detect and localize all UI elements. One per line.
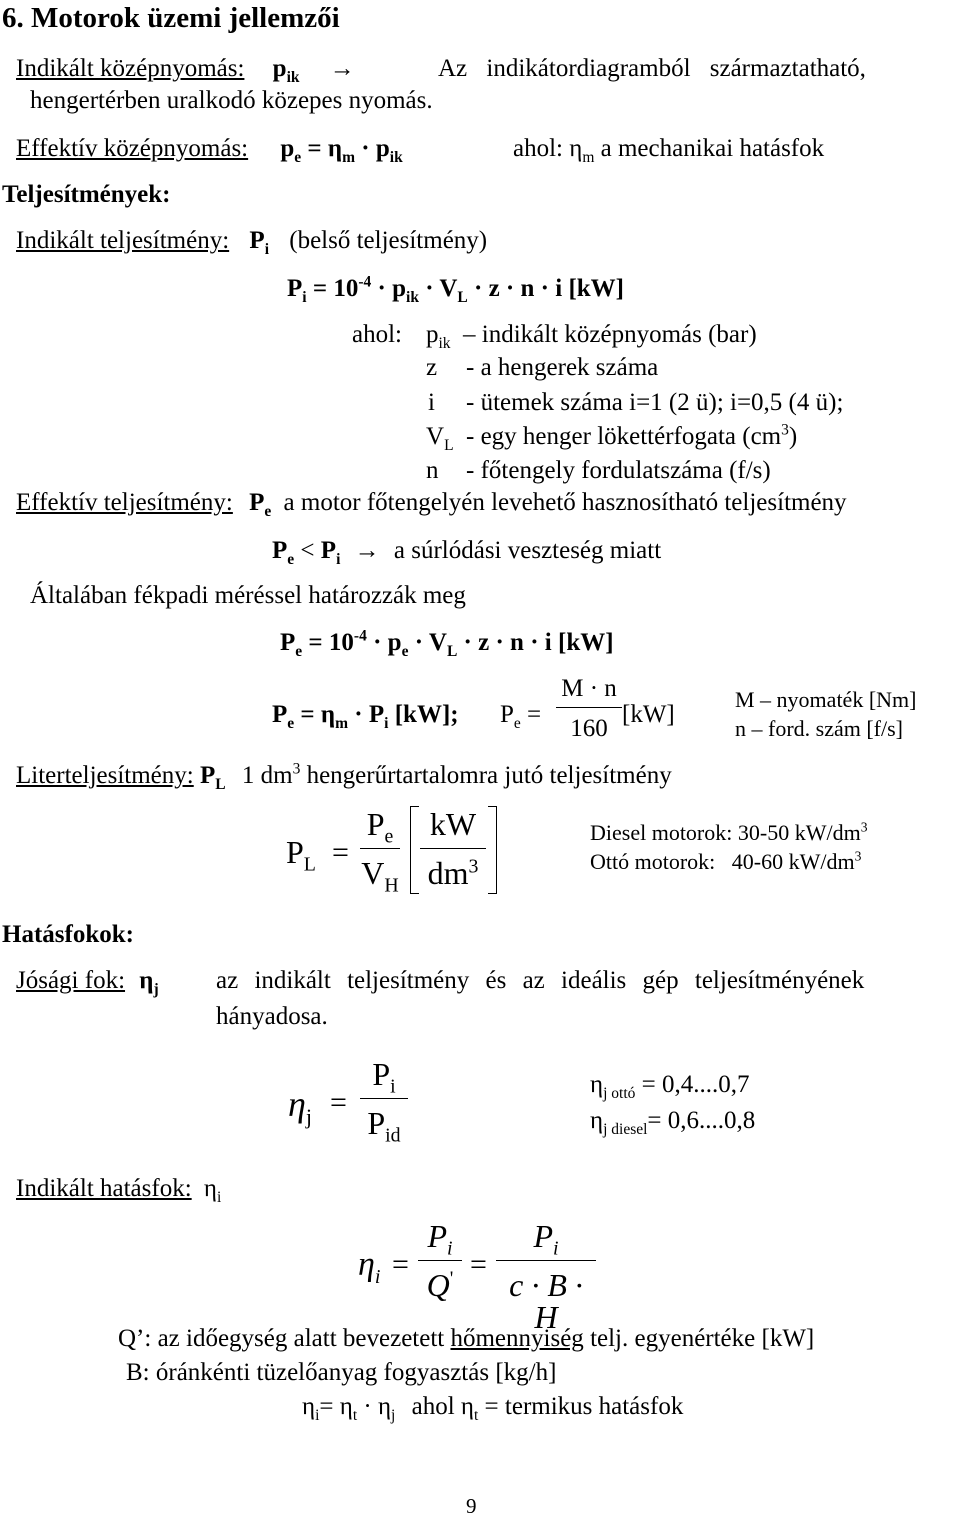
eta-j-otto: $\eta_{j ottó} = 0,4....0,7$ [590,1071,750,1102]
pl-unit-fraction: kW $dm^3$ [420,808,486,889]
ahol-label: ahol: [352,321,402,348]
q-note: Q’: az időegység alatt bevezetett hőmennyiség telj. egyenértéke [kW] [118,1325,815,1352]
josagi-desc-1: az indikált teljesítmény és az ideális gép teljesítményének [216,967,865,994]
hatasfokok-heading: Hatásfokok: [2,921,134,948]
eta-j-diesel: $\eta_{j diesel}= 0,6....0,8$ [590,1107,756,1138]
pl-fraction: $P_e$ $V_H$ [361,806,399,897]
pik-symbol: $p_{ik}$ [272,55,300,86]
pik-line [16,55,355,86]
pe-ahol: ahol: $\eta_m$ a mechanikai hatásfok [513,135,825,166]
pe-formula-2: $P_e = 10^{-4} \cdot p_e \cdot V_L \cdot z \cdot n \cdot i$ [kW] [280,627,614,660]
teljesitmenyek-heading: Teljesítmények: [2,181,171,208]
pe-formula-3: $P_e = \eta_m \cdot P_i$ [kW]; [272,701,459,732]
pe-lt-pi: $P_e < P_i \to a$ súrlódási veszteség miatt [272,537,662,568]
eta-j-lhs: $\eta_j$ [288,1084,312,1130]
josagi-line: Jósági fok: $\eta_j$ [16,967,159,998]
var-n-sym: n [426,457,439,484]
pik-label: Indikált középnyomás: [16,55,245,82]
var-i-desc: - ütemek száma i=1 (2 ü); i=0,5 (4 ü); [466,389,844,416]
eta-i-fraction-2: $P_i$ c · B · H [496,1220,596,1333]
pi-line: Indikált teljesítmény: $P_i$ (belső teljesítmény) [16,227,488,258]
josagi-label: Jósági fok: [16,967,126,994]
eta-i-lhs: $\eta_i$ [358,1246,381,1288]
mn-fraction: M · n 160 [556,676,622,741]
otto-note: Ottó motorok: 40-60 $kW/dm^3$ [590,848,862,874]
diesel-note: Diesel motorok: 30-50 $kW/dm^3$ [590,819,868,845]
pi-formula: $P_i = 10^{-4} \cdot p_{ik} \cdot V_L \cdot z \cdot n \cdot i$ [kW] [287,273,625,306]
pl-label: Literteljesítmény: [16,762,194,789]
pl-lhs: $P_L$ [286,834,316,876]
m-note: M – nyomaték [Nm] [735,687,917,712]
arrow-icon: → [354,537,380,564]
b-note: B: óránkénti tüzelőanyag fogyasztás [kg/h] [126,1359,557,1386]
altalaban: Általában fékpadi méréssel határozzák meg [30,582,466,609]
eta-j-eq: = [330,1086,347,1119]
bracket-right [488,806,497,894]
eta-final: $\eta_i= \eta_t \cdot \eta_j$ ahol $\eta_t$ = termikus hatásfok [302,1393,684,1424]
pik-desc-2: hengertérben uralkodó közepes nyomás. [30,87,433,114]
bracket-left [410,806,419,894]
josagi-desc-2: hányadosa. [216,1003,328,1030]
indikalt-hat-label: Indikált hatásfok: [16,1175,192,1202]
pik-desc-1: Az indikátordiagramból származtatható, [438,55,866,82]
pl-line: Literteljesítmény: $P_L$ 1 $dm^3$ hengerűrtartalomra jutó teljesítmény [16,760,672,793]
pe-formula: $p_e = \eta_m \cdot p_{ik}$ [280,135,403,166]
var-i-sym: i [428,389,435,416]
pl-eq: = [332,836,349,869]
var-pik-sym: $p_{ik}$ [426,321,451,352]
eta-i-fraction-1: $P_i$ Q' [418,1220,462,1301]
var-vl-desc: - egy henger lökettérfogata $(cm^3)$ [466,421,798,450]
n-note: n – ford. szám [f/s] [735,716,904,741]
var-pik-desc: – indikált középnyomás (bar) [463,321,757,348]
eta-j-fraction: $P_i$ $P_{id}$ [360,1058,408,1139]
pe-label: Effektív középnyomás: [16,135,249,162]
pi-label: Indikált teljesítmény: [16,227,230,254]
pe-eff-label: Effektív teljesítmény: [16,489,233,516]
section-title: 6. Motorok üzemi jellemzői [2,2,340,34]
pe-lhs-mn: $P_e$ = [500,701,542,732]
arrow-icon: → [329,55,355,82]
var-vl-sym: $V_L$ [426,423,454,454]
var-z-desc: - a hengerek száma [466,354,659,381]
kw-unit: [kW] [622,701,675,728]
q-note-underlined: hőmennyiség [450,1325,584,1352]
var-n-desc: - főtengely fordulatszáma (f/s) [466,457,771,484]
eta-i-eq-1: = [392,1248,409,1281]
var-z-sym: z [426,354,438,381]
pe-line [16,135,403,166]
page-number: 9 [466,1494,477,1518]
pe-eff-line: Effektív teljesítmény: $P_e$ a motor főtengelyén levehető hasznosítható teljesítmény [16,489,847,520]
eta-i-eq-2: = [470,1248,487,1281]
indikalt-hat-line: Indikált hatásfok: $\eta_i$ [16,1175,222,1206]
